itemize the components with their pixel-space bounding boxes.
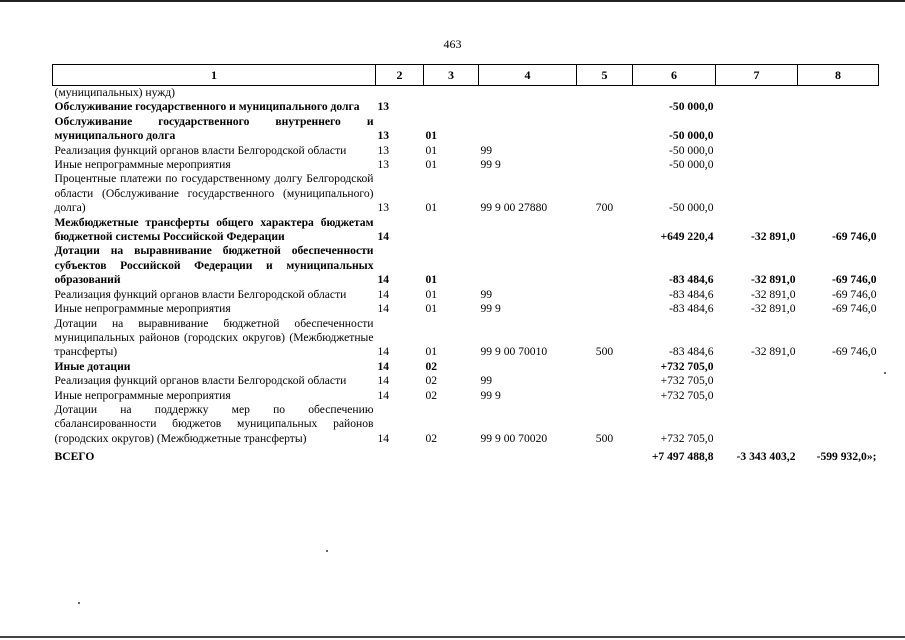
- cell-c8: [798, 389, 879, 403]
- cell-c8: [798, 144, 879, 158]
- cell-c2: 13: [377, 201, 390, 215]
- scan-speck: [326, 550, 328, 552]
- scan-edge-top: [0, 0, 905, 2]
- cell-c8: [798, 403, 879, 446]
- row-name: Обслуживание государственного и муниципального долга: [54, 100, 360, 114]
- table-body: [53, 86, 879, 447]
- cell-c4: [479, 115, 577, 144]
- table-row: [53, 216, 879, 245]
- cell-c2: 14: [377, 230, 390, 244]
- cell-c2: 14: [377, 273, 390, 287]
- row-name: Иные непрограммные мероприятия: [54, 388, 231, 402]
- cell-c6: -83 484,6: [669, 273, 714, 287]
- col-header-2: 2: [376, 65, 424, 86]
- table-row: [53, 374, 879, 388]
- cell-c2: 13: [377, 129, 390, 143]
- table-row: [53, 360, 879, 374]
- cell-c4: 99 9 00 70020: [480, 431, 548, 445]
- cell-c2: 13: [377, 143, 390, 157]
- cell-empty: [424, 446, 479, 464]
- cell-c6: -50 000,0: [669, 158, 714, 172]
- row-name: Реализация функций органов власти Белгородской области: [54, 143, 347, 157]
- cell-c2: 14: [377, 431, 390, 445]
- cell-c8: -69 746,0: [832, 345, 877, 359]
- cell-c7: [716, 144, 798, 158]
- table-row: [53, 86, 879, 101]
- cell-c4: 99 9: [480, 388, 501, 402]
- cell-c8: -69 746,0: [832, 287, 877, 301]
- cell-c4: 99: [480, 374, 493, 388]
- total-col6: +7 497 488,8: [651, 450, 714, 464]
- cell-c7: -32 891,0: [751, 287, 796, 301]
- cell-c4: [479, 216, 577, 245]
- row-name: Иные дотации: [54, 359, 131, 373]
- cell-c3: 02: [425, 359, 438, 373]
- cell-c6: -50 000,0: [669, 201, 714, 215]
- row-name: Дотации на выравнивание бюджетной обеспеченности субъектов Российской Федерации и муниципальных образований: [54, 244, 374, 287]
- cell-c7: [716, 100, 798, 114]
- cell-c2: 14: [377, 374, 390, 388]
- cell-c3: 01: [425, 201, 438, 215]
- cell-c7: [716, 86, 798, 101]
- col-header-3: 3: [424, 65, 479, 86]
- cell-c5: [577, 389, 633, 403]
- cell-c3: 02: [425, 374, 438, 388]
- cell-c3: 01: [425, 287, 438, 301]
- cell-c2: [376, 86, 424, 101]
- cell-c3: 01: [425, 273, 438, 287]
- cell-c2: 13: [377, 158, 390, 172]
- col-header-4: 4: [479, 65, 577, 86]
- row-name: Дотации на поддержку мер по обеспечению сбалансированности бюджетов муниципальных районов (городских округов) (Межбюджетные трансферты): [54, 402, 374, 445]
- cell-c6: +732 705,0: [660, 431, 714, 445]
- cell-c6: -83 484,6: [669, 287, 714, 301]
- row-name: (муниципальных) нужд): [54, 86, 176, 99]
- cell-c3: 01: [425, 302, 438, 316]
- cell-c7: [716, 403, 798, 446]
- cell-empty: [376, 446, 424, 464]
- row-name: Обслуживание государственного внутреннего и муниципального долга: [54, 114, 374, 143]
- row-name: Межбюджетные трансферты общего характера бюджетам бюджетной системы Российской Федерации: [54, 215, 374, 244]
- table-row: [53, 115, 879, 144]
- budget-table: [52, 64, 879, 465]
- row-name: Иные непрограммные мероприятия: [54, 158, 231, 172]
- table-row: [53, 389, 879, 403]
- cell-c6: -50 000,0: [669, 129, 714, 143]
- cell-c4: 99: [480, 143, 493, 157]
- table-row: [53, 317, 879, 360]
- col-header-7: 7: [716, 65, 798, 86]
- cell-c4: [479, 86, 577, 101]
- row-name: Процентные платежи по государственному долгу Белгородской области (Обслуживание государственного (муниципального) долга): [54, 172, 374, 215]
- total-col8: -599 932,0»;: [816, 450, 877, 464]
- cell-c4: 99 9: [480, 158, 501, 172]
- cell-c5: [577, 86, 633, 101]
- cell-c5: [577, 216, 633, 245]
- total-col7: -3 343 403,2: [736, 450, 796, 464]
- cell-c7: -32 891,0: [751, 345, 796, 359]
- cell-c5: [577, 144, 633, 158]
- cell-c2: 14: [377, 287, 390, 301]
- cell-c4: 99 9 00 70010: [480, 345, 548, 359]
- cell-c8: [798, 374, 879, 388]
- cell-c6: [633, 86, 716, 101]
- table-row: [53, 100, 879, 114]
- cell-c5: [577, 244, 633, 287]
- col-header-8: 8: [798, 65, 879, 86]
- cell-c7: [716, 172, 798, 215]
- cell-c6: +732 705,0: [660, 359, 714, 373]
- cell-c3: 02: [425, 431, 438, 445]
- cell-c6: +649 220,4: [660, 230, 714, 244]
- col-header-5: 5: [577, 65, 633, 86]
- cell-c3: 02: [425, 388, 438, 402]
- cell-c5: [577, 360, 633, 374]
- cell-c4: 99 9: [480, 302, 501, 316]
- cell-c5: 500: [595, 431, 614, 445]
- cell-c6: -50 000,0: [669, 143, 714, 157]
- cell-c3: 01: [425, 129, 438, 143]
- scan-edge-bottom: [0, 636, 905, 638]
- cell-c5: [577, 100, 633, 114]
- table-row: [53, 403, 879, 446]
- row-name: Дотации на выравнивание бюджетной обеспеченности муниципальных районов (городских округов) (Межбюджетные трансферты): [54, 316, 374, 359]
- cell-c6: +732 705,0: [660, 374, 714, 388]
- cell-c7: -32 891,0: [751, 230, 796, 244]
- cell-c3: 01: [425, 143, 438, 157]
- cell-c4: [479, 244, 577, 287]
- cell-empty: [479, 446, 577, 464]
- cell-c8: -69 746,0: [832, 273, 877, 287]
- table-row: [53, 244, 879, 287]
- cell-c8: [798, 360, 879, 374]
- col-header-1: 1: [53, 65, 376, 86]
- cell-c8: [798, 100, 879, 114]
- cell-c3: [424, 100, 479, 114]
- header-row: [53, 65, 879, 86]
- cell-c2: 14: [377, 388, 390, 402]
- cell-c7: [716, 389, 798, 403]
- total-row: [53, 446, 879, 464]
- cell-c3: [424, 86, 479, 101]
- cell-c4: [479, 100, 577, 114]
- cell-c4: 99: [480, 287, 493, 301]
- cell-c8: [798, 86, 879, 101]
- cell-c5: [577, 288, 633, 302]
- cell-c6: -83 484,6: [669, 345, 714, 359]
- cell-c8: [798, 158, 879, 172]
- table-row: [53, 158, 879, 172]
- cell-c6: +732 705,0: [660, 388, 714, 402]
- cell-c3: 01: [425, 345, 438, 359]
- cell-c7: [716, 115, 798, 144]
- cell-c7: -32 891,0: [751, 302, 796, 316]
- cell-c2: 14: [377, 345, 390, 359]
- cell-empty: [577, 446, 633, 464]
- cell-c5: [577, 374, 633, 388]
- cell-c5: [577, 115, 633, 144]
- cell-c3: 01: [425, 158, 438, 172]
- cell-c8: [798, 172, 879, 215]
- cell-c2: 13: [377, 100, 390, 114]
- row-name: Реализация функций органов власти Белгородской области: [54, 374, 347, 388]
- scan-speck: [884, 372, 886, 374]
- cell-c2: 14: [377, 302, 390, 316]
- cell-c8: -69 746,0: [832, 230, 877, 244]
- cell-c7: [716, 158, 798, 172]
- table-row: [53, 172, 879, 215]
- cell-c7: [716, 374, 798, 388]
- scan-speck: [78, 602, 80, 604]
- cell-c5: 500: [595, 345, 614, 359]
- table-row: [53, 144, 879, 158]
- cell-c6: -83 484,6: [669, 302, 714, 316]
- cell-c5: [577, 158, 633, 172]
- total-label: ВСЕГО: [54, 450, 95, 464]
- cell-c4: [479, 360, 577, 374]
- table-row: [53, 288, 879, 302]
- row-name: Реализация функций органов власти Белгородской области: [54, 287, 347, 301]
- cell-c6: -50 000,0: [669, 100, 714, 114]
- cell-c7: [716, 360, 798, 374]
- cell-c3: [424, 216, 479, 245]
- cell-c7: -32 891,0: [751, 273, 796, 287]
- cell-c2: 14: [377, 359, 390, 373]
- table-row: [53, 302, 879, 316]
- cell-c8: [798, 115, 879, 144]
- col-header-6: 6: [633, 65, 716, 86]
- cell-c4: 99 9 00 27880: [480, 201, 548, 215]
- row-name: Иные непрограммные мероприятия: [54, 302, 231, 316]
- cell-c5: 700: [595, 201, 614, 215]
- page-number: 463: [443, 37, 462, 51]
- cell-c8: -69 746,0: [832, 302, 877, 316]
- cell-c5: [577, 302, 633, 316]
